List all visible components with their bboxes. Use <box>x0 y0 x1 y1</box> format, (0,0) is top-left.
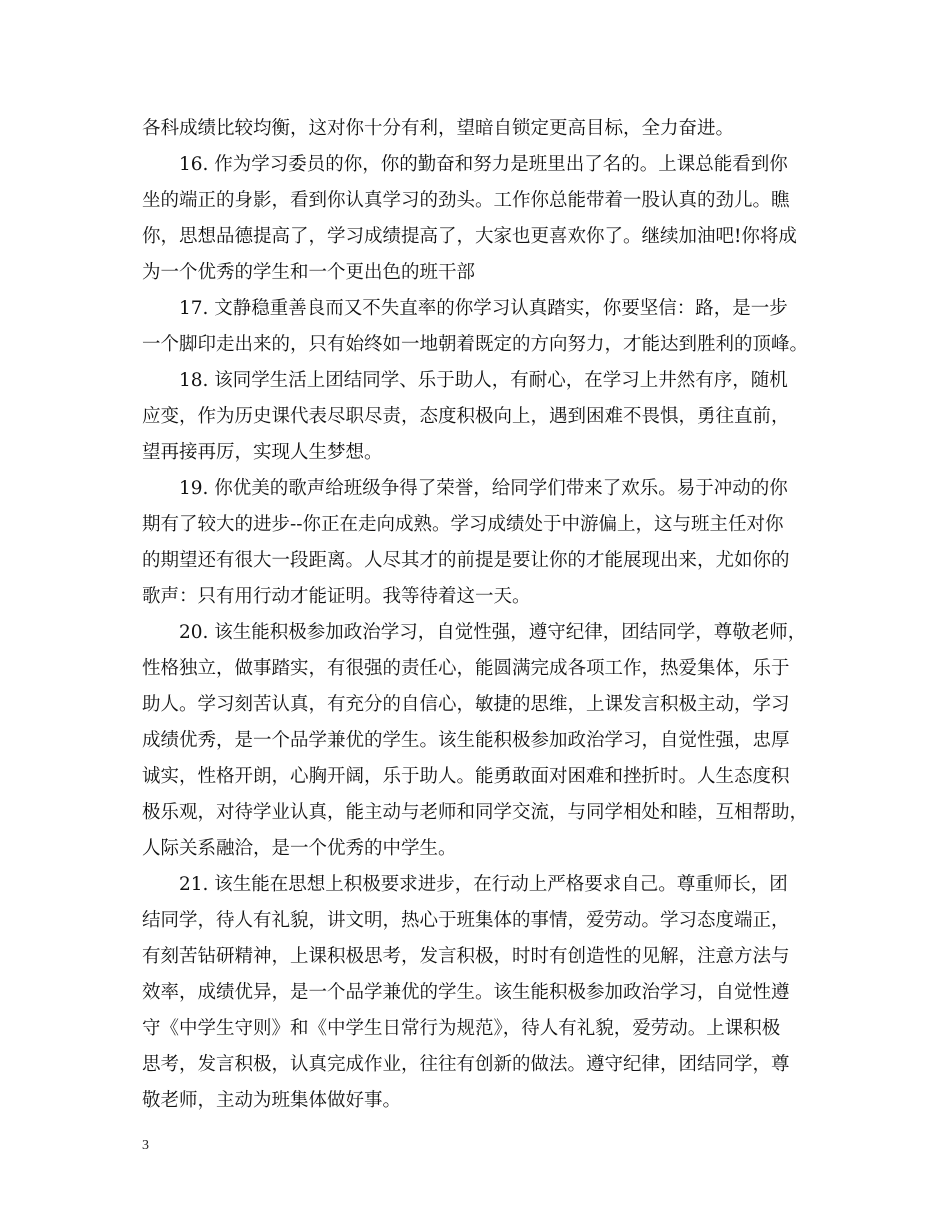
paragraph-18-line: 18. 该同学生活上团结同学、乐于助人，有耐心，在学习上井然有序，随机 <box>179 370 788 391</box>
page-number: 3 <box>142 1138 149 1153</box>
text-line: 的期望还有很大一段距离。人尽其才的前提是要让你的才能展现出来，尤如你的 <box>142 550 790 571</box>
text-line: 人际关系融洽，是一个优秀的中学生。 <box>142 838 457 859</box>
text-line: 性格独立，做事踏实，有很强的责任心，能圆满完成各项工作，热爱集体，乐于 <box>142 658 790 679</box>
text-line: 极乐观，对待学业认真，能主动与老师和同学交流，与同学相处和睦，互相帮助， <box>142 802 809 823</box>
paragraph-21-line: 21. 该生能在思想上积极要求进步，在行动上严格要求自己。尊重师长，团 <box>179 874 788 895</box>
text-line: 效率，成绩优异，是一个品学兼优的学生。该生能积极参加政治学习，自觉性遵 <box>142 982 790 1003</box>
text-line: 有刻苦钻研精神，上课积极思考，发言积极，时时有创造性的见解，注意方法与 <box>142 946 790 967</box>
text-line: 歌声：只有用行动才能证明。我等待着这一天。 <box>142 586 531 607</box>
text-line: 一个脚印走出来的，只有始终如一地朝着既定的方向努力，才能达到胜利的顶峰。 <box>142 334 809 355</box>
paragraph-20-line: 20. 该生能积极参加政治学习，自觉性强，遵守纪律，团结同学，尊敬老师， <box>179 622 807 643</box>
text-line: 为一个优秀的学生和一个更出色的班干部 <box>142 262 476 283</box>
text-line: 你，思想品德提高了，学习成绩提高了，大家也更喜欢你了。继续加油吧!你将成 <box>142 226 797 247</box>
text-line: 结同学，待人有礼貌，讲文明，热心于班集体的事情，爱劳动。学习态度端正， <box>142 910 790 931</box>
text-line: 守《中学生守则》和《中学生日常行为规范》，待人有礼貌，爱劳动。上课积极 <box>142 1018 781 1039</box>
paragraph-17-line: 17. 文静稳重善良而又不失直率的你学习认真踏实，你要坚信：路，是一步 <box>179 298 788 319</box>
text-line: 助人。学习刻苦认真，有充分的自信心，敏捷的思维，上课发言积极主动，学习 <box>142 694 790 715</box>
paragraph-19-line: 19. 你优美的歌声给班级争得了荣誉，给同学们带来了欢乐。易于冲动的你 <box>179 478 788 499</box>
text-line: 思考，发言积极，认真完成作业，往往有创新的做法。遵守纪律，团结同学，尊 <box>142 1054 790 1075</box>
text-line: 应变，作为历史课代表尽职尽责，态度积极向上，遇到困难不畏惧，勇往直前， <box>142 406 790 427</box>
text-line: 各科成绩比较均衡，这对你十分有利，望暗自锁定更高目标，全力奋进。 <box>142 118 735 139</box>
text-line: 敬老师，主动为班集体做好事。 <box>142 1090 402 1111</box>
text-line: 成绩优秀，是一个品学兼优的学生。该生能积极参加政治学习，自觉性强，忠厚 <box>142 730 790 751</box>
paragraph-16-line: 16. 作为学习委员的你，你的勤奋和努力是班里出了名的。上课总能看到你 <box>179 154 788 175</box>
text-line: 坐的端正的身影，看到你认真学习的劲头。工作你总能带着一股认真的劲儿。瞧 <box>142 190 790 211</box>
text-line: 诚实，性格开朗，心胸开阔，乐于助人。能勇敢面对困难和挫折时。人生态度积 <box>142 766 790 787</box>
text-line: 望再接再厉，实现人生梦想。 <box>142 442 383 463</box>
text-line: 期有了较大的进步--你正在走向成熟。学习成绩处于中游偏上，这与班主任对你 <box>142 514 784 535</box>
